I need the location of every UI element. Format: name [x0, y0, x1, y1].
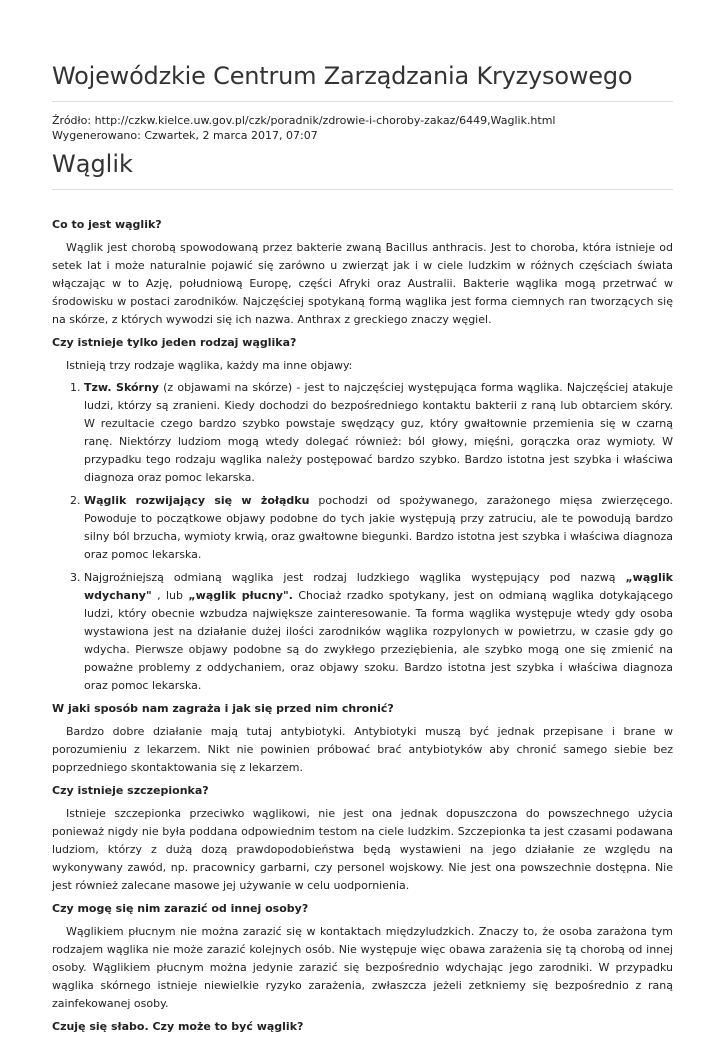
list-item-term: „wąglik płucny". — [188, 589, 293, 602]
section-heading: Czy istnieje tylko jeden rodzaj wąglika? — [52, 336, 297, 349]
list-item-term: „wąglik wdychany" — [84, 571, 673, 602]
list-item-text: Najgroźniejszą odmianą wąglika jest rodzaj ludzkiego wąglika występujący pod nazwą — [84, 571, 626, 584]
list-item-term: Wąglik rozwijający się w żołądku — [84, 494, 310, 507]
section-heading: Czuję się słabo. Czy może to być wąglik? — [52, 1020, 304, 1033]
section-heading: W jaki sposób nam zagraża i jak się przed nim chronić? — [52, 702, 394, 715]
source-line: Źródło: http://czkw.kielce.uw.gov.pl/czk/poradnik/zdrowie-i-choroby-zakaz/6449,Waglik.html — [52, 114, 556, 127]
section-heading: Czy istnieje szczepionka? — [52, 784, 209, 797]
list-item-text: , lub — [151, 589, 189, 602]
article-body — [52, 216, 673, 1041]
generated-line: Wygenerowano: Czwartek, 2 marca 2017, 07:07 — [52, 129, 318, 142]
list-item-text: pochodzi od spożywanego, zarażonego mięsa zwierzęcego. Powoduje to początkowe objawy podobne do tych jakie występują przy zatruciu, ale te powodują bardzo silny ból brzucha, wymioty krwią, oraz gwałtowne biegunki. Bardzo istotna jest szybka i właściwa diagnoza oraz pomoc lekarska. — [84, 494, 673, 561]
paragraph: Wąglikiem płucnym nie można zarazić się w kontaktach międzyludzkich. Znaczy to, że osoba zarażona tym rodzajem wąglika nie może zarazić kolejnych osób. Nie występuje więc obawa zarażenia się tą chorobą od innej osoby. Wąglikiem płucnym można jedynie zarazić się bezpośrednio wdychając jego zarodniki. W przypadku wąglika skórnego istnieje niewielkie ryzyko zarażenia, zwłaszcza jeżeli zetkniemy się bezpośrednio z raną zainfekowanej osoby. — [52, 925, 673, 1010]
paragraph: Istnieją trzy rodzaje wąglika, każdy ma inne objawy: — [66, 359, 353, 372]
list-item — [84, 569, 673, 695]
title-divider — [52, 189, 673, 190]
document-title: Wąglik — [52, 150, 133, 178]
paragraph: Wąglik jest chorobą spowodowaną przez bakterie zwaną Bacillus anthracis. Jest to choroba, która istnieje od setek lat i może naturalnie pojawić się zarówno u zwierząt jak i w ciele ludzkim w różnych częściach świata włączając w to Azję, południową Europę, części Afryki oraz Australii. Bakterie wąglika mogą przetrwać w środowisku w postaci zarodników. Najczęściej spotykaną formą wąglika jest forma ciemnych ran tworzących się na skórze, z których wywodzi się ich nazwa. Anthrax z greckiego znaczy węgiel. — [52, 241, 673, 326]
anthrax-types-list — [52, 379, 673, 695]
list-item-text: (z objawami na skórze) - jest to najczęściej występująca forma wąglika. Najczęściej atakuje ludzi, którzy są zranieni. Kiedy dochodzi do bezpośredniego kontaktu bakterii z raną lub obtarciem skóry. W rezultacie czego bardzo szybko powstaje swędzący guz, który gwałtownie przemienia się w czarną ranę. Niektórzy ludziom mogą wtedy dolegać również: ból głowy, mięśni, gorączka oraz wymioty. W przypadku tego rodzaju wąglika należy postępować bardzo szybko. Bardzo istotna jest szybka i właściwa diagnoza oraz pomoc lekarska. — [84, 381, 673, 484]
section-heading: Czy mogę się nim zarazić od innej osoby? — [52, 902, 309, 915]
list-item — [84, 492, 673, 564]
section-heading: Co to jest wąglik? — [52, 218, 162, 231]
paragraph: Istnieje szczepionka przeciwko wąglikowi, nie jest ona jednak dopuszczona do powszechnego użycia ponieważ nigdy nie była poddana odpowiednim testom na ciele ludzkim. Szczepionka ta jest czasami podawana ludziom, którzy z dużą dozą prawdopodobieństwa będą wystawieni na jego działanie ze względu na wykonywany zawód, np. pracownicy garbarni, czy personel wojskowy. Nie jest ona powszechnie dostępna. Nie jest również zalecane masowe jej używanie w celu uodpornienia. — [52, 807, 673, 892]
header-divider — [52, 101, 673, 102]
list-item-term: Tzw. Skórny — [84, 381, 159, 394]
list-item — [84, 379, 673, 487]
list-item-text: Chociaż rzadko spotykany, jest on odmianą wąglika dotykającego ludzi, który obecnie wzbudza największe zainteresowanie. Ta forma wąglika występuje wtedy gdy osoba wystawiona jest na działanie dużej ilości zarodników wąglika rozpylonych w powietrzu, w czasie gdy go wdycha. Pierwsze objawy podobne są do zwykłego przeziębienia, ale szybko mogą one się zmienić na poważne problemy z oddychaniem, oraz objawy szoku. Bardzo istotna jest szybka i właściwa diagnoza oraz pomoc lekarska. — [84, 589, 674, 692]
document-meta — [52, 113, 556, 143]
paragraph: Bardzo dobre działanie mają tutaj antybiotyki. Antybiotyki muszą być jednak przepisane i brane w porozumieniu z lekarzem. Nikt nie powinien próbować brać antybiotyków aby chronić samego siebie bez poprzedniego skontaktowania się z lekarzem. — [52, 725, 673, 774]
site-title: Wojewódzkie Centrum Zarządzania Kryzysowego — [52, 62, 633, 90]
